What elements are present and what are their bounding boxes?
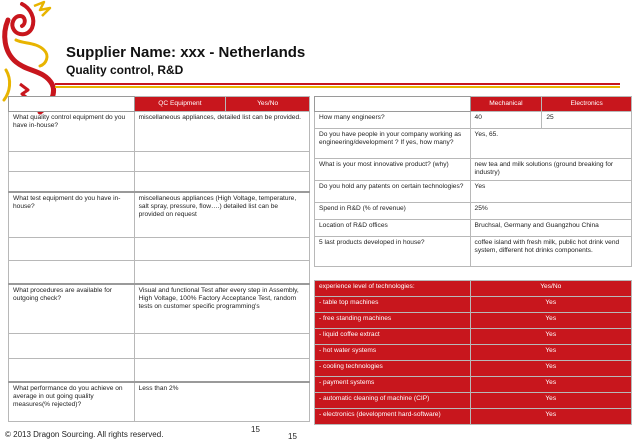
answer-cell: Visual and functional Test after every step in Assembly, High Voltage, 100% Factory Acceptance Test, random tests on customer specific programming's: [134, 284, 309, 334]
page-number: 15: [251, 425, 260, 434]
technology-value: Yes: [470, 297, 631, 313]
question-cell: [9, 334, 135, 359]
technology-value: Yes: [470, 409, 631, 425]
question-cell: How many engineers?: [315, 112, 471, 129]
table-row: [9, 284, 310, 334]
mechanical-cell: 40: [470, 112, 542, 129]
table-row: [315, 237, 632, 267]
table-row: [9, 261, 310, 284]
qc-equipment-table: [8, 96, 310, 422]
answer-cell: coffee island with fresh milk, public hot drink vend system, different hot drinks components.: [470, 237, 631, 267]
question-cell: [9, 172, 135, 192]
technology-value: Yes: [470, 361, 631, 377]
table-row: [9, 112, 310, 152]
table-row: [9, 192, 310, 238]
technology-label: - cooling technologies: [315, 361, 471, 377]
question-cell: Location of R&D offices: [315, 220, 471, 237]
answer-cell: 25%: [470, 203, 631, 220]
technology-label: - payment systems: [315, 377, 471, 393]
header-blank-cell: [9, 97, 135, 112]
technology-label: - automatic cleaning of machine (CIP): [315, 393, 471, 409]
technology-value: Yes: [470, 377, 631, 393]
technology-value: Yes: [470, 393, 631, 409]
question-cell: What performance do you achieve on average in out going quality measures(% rejected)?: [9, 382, 135, 422]
yes-no-header: Yes/No: [226, 97, 310, 112]
answer-cell: Less than 2%: [134, 382, 309, 422]
technology-label: - electronics (development hard-software): [315, 409, 471, 425]
copyright-footer: © 2013 Dragon Sourcing. All rights reserved.: [5, 430, 164, 439]
technology-label: - free standing machines: [315, 313, 471, 329]
answer-cell: Yes: [470, 181, 631, 203]
table-row: [315, 129, 632, 159]
table-row: [9, 359, 310, 382]
table-row: [9, 152, 310, 172]
experience-header-label: experience level of technologies:: [315, 281, 471, 297]
table-row: [315, 313, 632, 329]
answer-cell: [134, 359, 309, 382]
table-row: [315, 281, 632, 297]
table-row: [9, 172, 310, 192]
table-row: [315, 203, 632, 220]
title-divider-yellow: [55, 86, 620, 88]
technology-value: Yes: [470, 313, 631, 329]
page-subtitle: Quality control, R&D: [66, 63, 184, 77]
question-cell: [9, 359, 135, 382]
question-cell: What quality control equipment do you have in-house?: [9, 112, 135, 152]
question-cell: What procedures are available for outgoing check?: [9, 284, 135, 334]
page-title: Supplier Name: xxx - Netherlands: [66, 44, 306, 61]
answer-cell: [134, 152, 309, 172]
rd-table: [314, 96, 632, 267]
question-cell: What is your most innovative product? (why): [315, 159, 471, 181]
question-cell: Do you hold any patents on certain technologies?: [315, 181, 471, 203]
table-row: [315, 159, 632, 181]
answer-cell: [134, 334, 309, 359]
question-cell: Spend in R&D (% of revenue): [315, 203, 471, 220]
table-row: [315, 393, 632, 409]
question-cell: 5 last products developed in house?: [315, 237, 471, 267]
table-row: [9, 238, 310, 261]
answer-cell: new tea and milk solutions (ground breaking for industry): [470, 159, 631, 181]
technology-value: Yes: [470, 329, 631, 345]
table-row: [315, 377, 632, 393]
table-row: [315, 361, 632, 377]
electronics-header: Electronics: [542, 97, 632, 112]
technology-label: - table top machines: [315, 297, 471, 313]
answer-cell: [134, 172, 309, 192]
technology-label: - hot water systems: [315, 345, 471, 361]
header-blank-cell: [315, 97, 471, 112]
page-number: 15: [288, 432, 297, 441]
question-cell: [9, 238, 135, 261]
mechanical-header: Mechanical: [470, 97, 542, 112]
table-row: [315, 220, 632, 237]
table-row: [9, 382, 310, 422]
answer-cell: [134, 238, 309, 261]
question-cell: Do you have people in your company working as engineering/development ? If yes, how many?: [315, 129, 471, 159]
qc-equipment-header: QC Equipment: [134, 97, 226, 112]
table-row: [315, 345, 632, 361]
answer-cell: miscellaneous appliances (High Voltage, temperature, salt spray, pressure, flow….) detailed list can be provided on request: [134, 192, 309, 238]
answer-cell: [134, 261, 309, 284]
table-row: [315, 181, 632, 203]
title-divider-red: [55, 83, 620, 85]
table-row: [315, 112, 632, 129]
question-cell: [9, 152, 135, 172]
table-row: [315, 409, 632, 425]
technology-value: Yes: [470, 345, 631, 361]
experience-header-value: Yes/No: [470, 281, 631, 297]
question-cell: What test equipment do you have in-house?: [9, 192, 135, 238]
answer-cell: Bruchsal, Germany and Guangzhou China: [470, 220, 631, 237]
answer-cell: Yes, 65.: [470, 129, 631, 159]
answer-cell: miscellaneous appliances, detailed list can be provided.: [134, 112, 309, 152]
technology-label: - liquid coffee extract: [315, 329, 471, 345]
table-row: [9, 334, 310, 359]
electronics-cell: 25: [542, 112, 632, 129]
table-row: [315, 329, 632, 345]
table-row: [315, 297, 632, 313]
question-cell: [9, 261, 135, 284]
technology-experience-table: [314, 280, 632, 425]
